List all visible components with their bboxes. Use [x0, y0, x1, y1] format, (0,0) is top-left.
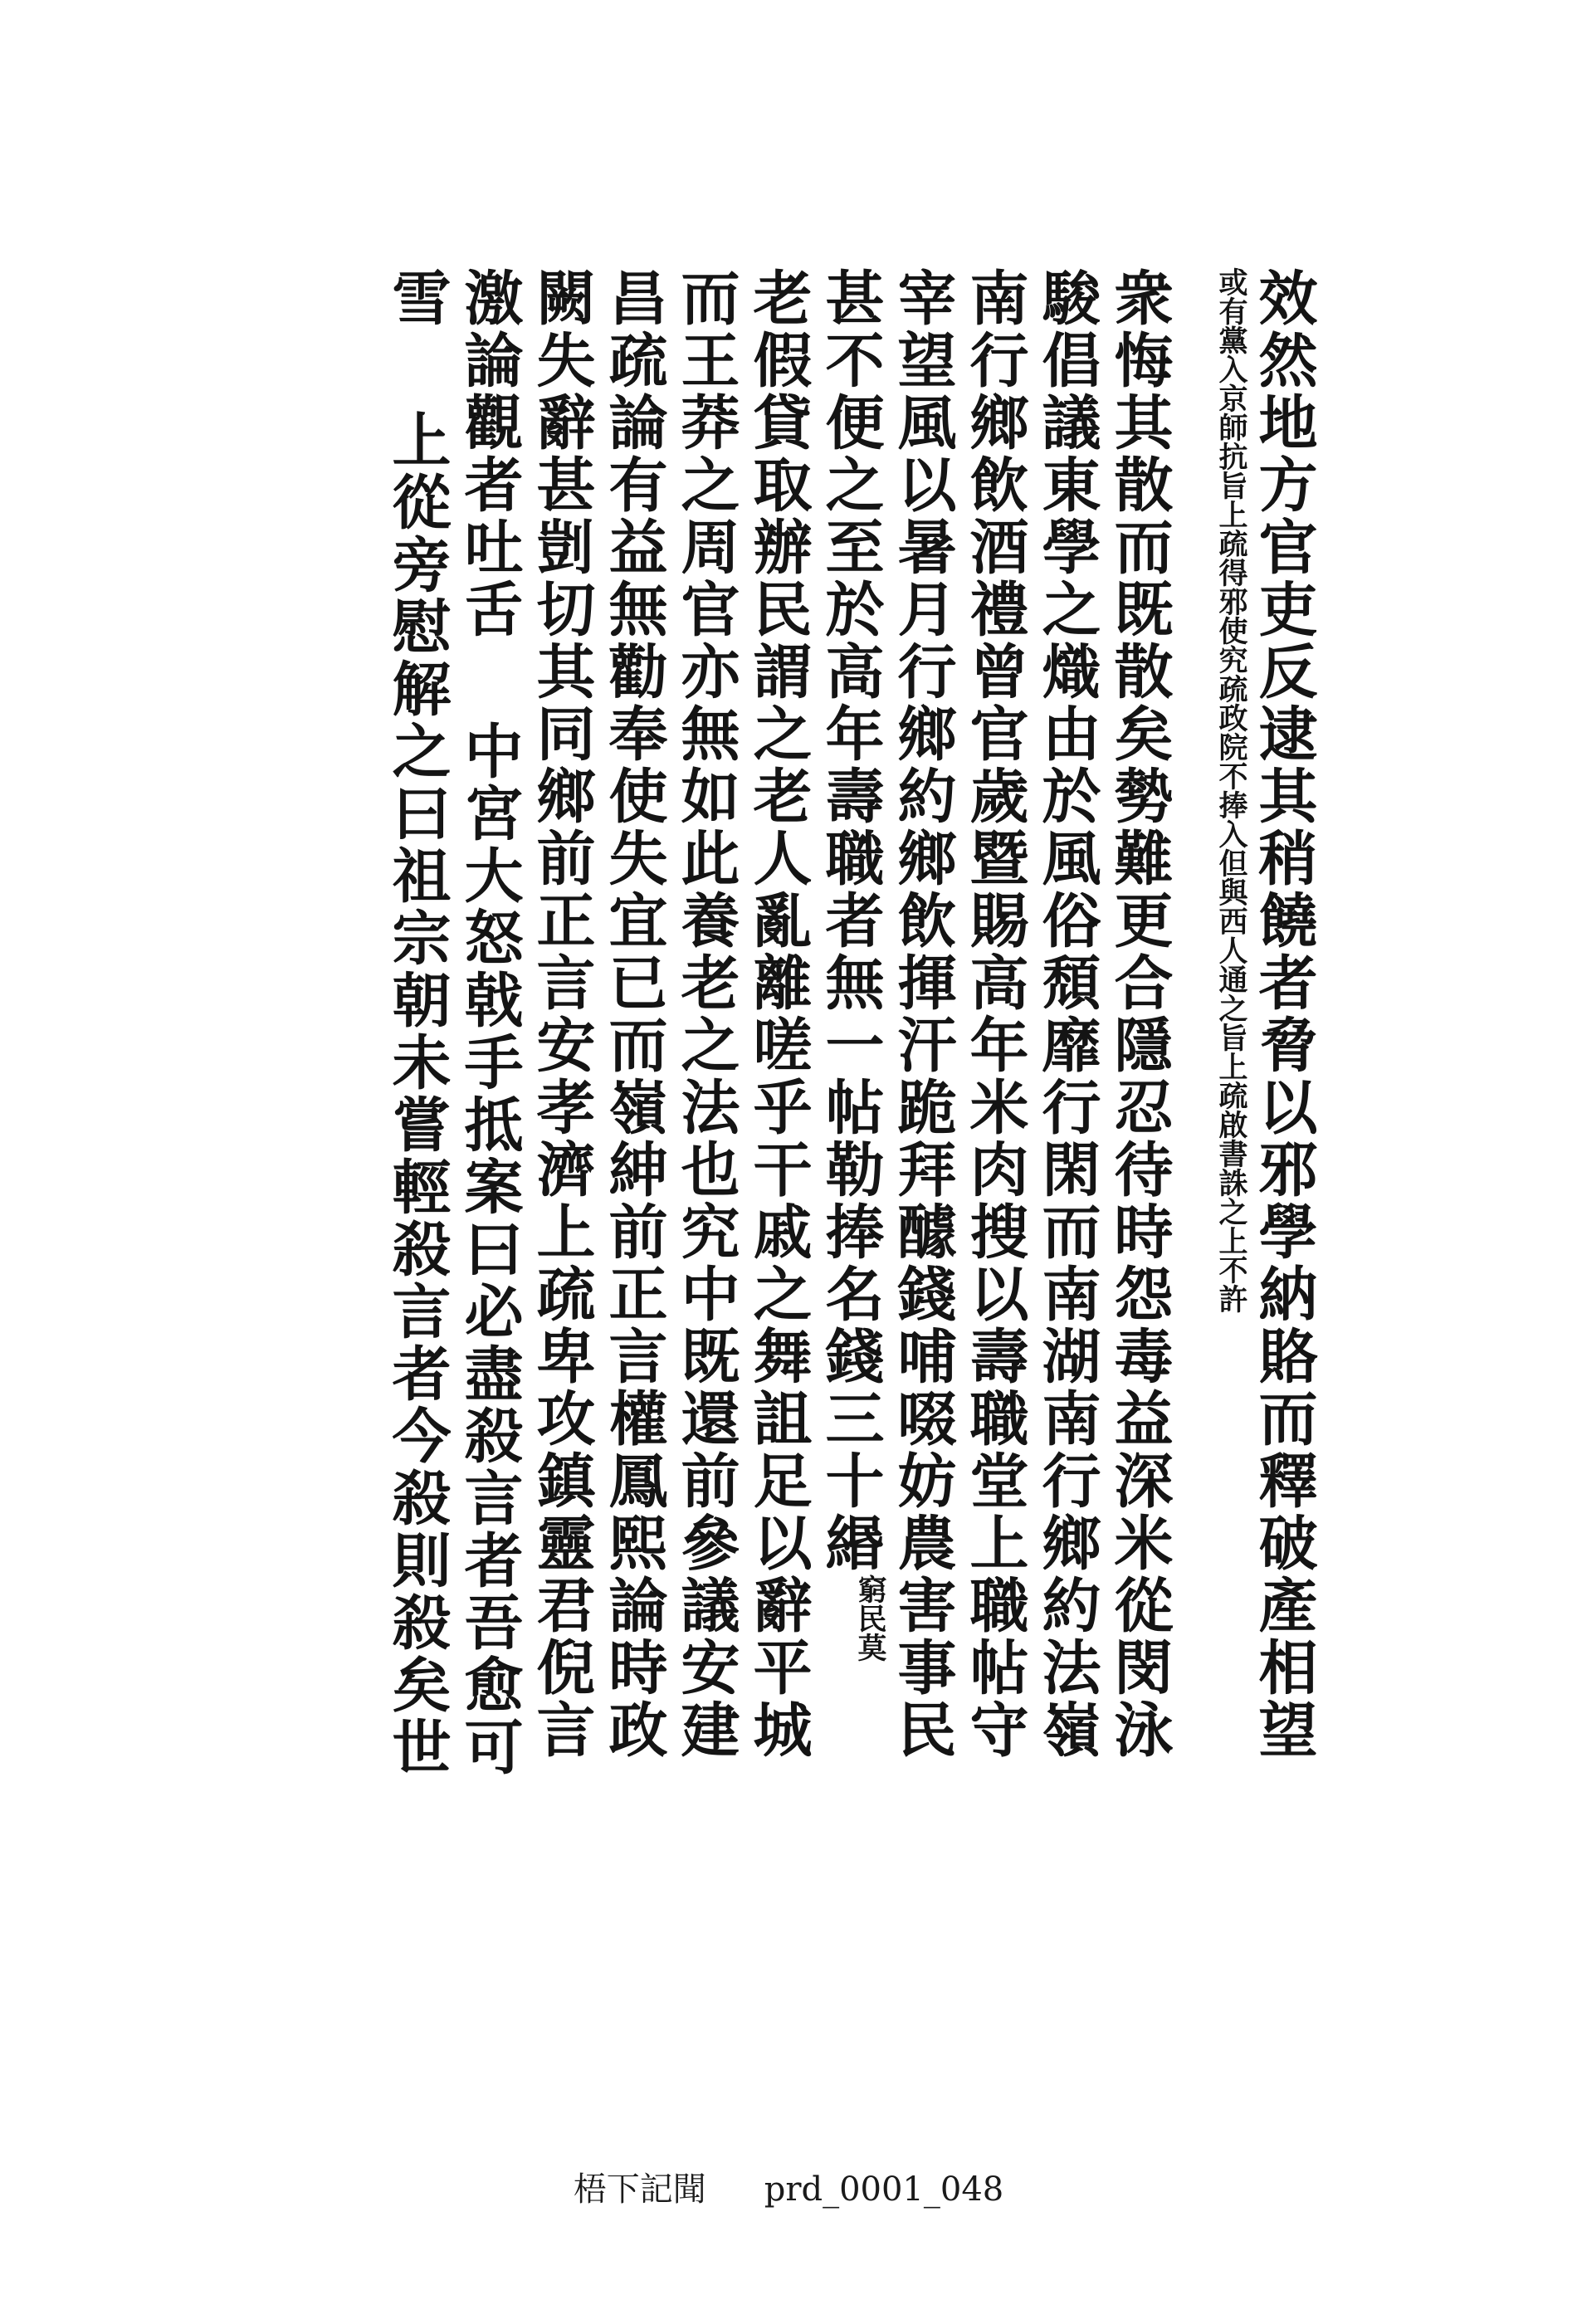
column-text: 而王莽之周官亦無如此養老之法也: [671, 267, 741, 1201]
manuscript-column: [598, 267, 670, 1886]
column-text: 中宮大怒戟手抵案曰必盡殺言者吾愈可: [455, 720, 525, 1779]
footer-page-id: prd_0001_048: [764, 2170, 1004, 2209]
interlinear-note: 窮民莫: [853, 1575, 887, 1662]
manuscript-column: [814, 267, 886, 1886]
column-text: 老假貸取辦民謂之老人亂離嗟乎干戚之舞詛足以辭平城: [744, 267, 813, 1761]
column-text: 甚不便之至於高年壽職者無一帖勒捧名錢三十緡: [816, 267, 886, 1575]
manuscript-text-block: [237, 267, 1320, 1886]
column-text: 上從旁慰解之曰祖宗朝未嘗輕殺言者今殺則殺矣世: [383, 409, 452, 1779]
manuscript-column: [1175, 267, 1247, 1886]
interlinear-note: 或有黨入京師抗旨上疏得邪使究疏政院不捧入但與西人通之旨上疏啟書誅之上不許: [1214, 267, 1248, 1313]
column-text: 衆悔其散而既散矣勢難更合隱忍待時怨毒益深: [1105, 267, 1174, 1512]
manuscript-column: [886, 267, 959, 1886]
manuscript-column: [525, 267, 598, 1886]
manuscript-column: [670, 267, 742, 1886]
manuscript-column: [381, 267, 453, 1886]
manuscript-column: [1247, 267, 1320, 1886]
column-text: 宰望風以暑月行鄉約鄉飲揮汗跪拜醵錢哺啜妨農害事民: [888, 267, 958, 1761]
manuscript-column: [453, 267, 525, 1886]
footer-title: 梧下記聞: [573, 2170, 706, 2209]
manuscript-column: [1031, 267, 1103, 1886]
column-text: 效然地方官吏反逮其稍饒者脅以邪學納賂而釋破產相望: [1249, 267, 1319, 1761]
page-footer: [0, 2163, 1577, 2210]
manuscript-column: [742, 267, 814, 1886]
column-text: 激論觀者吐舌: [455, 267, 525, 641]
manuscript-column: [959, 267, 1031, 1886]
manuscript-column: [1103, 267, 1175, 1886]
column-text: 闕失辭甚剴切其同鄉前正言安孝濟上疏卑攻鎮靈君倪言: [527, 267, 597, 1761]
column-text: 米從閔泳: [1105, 1512, 1174, 1761]
column-text: 南行鄉飲酒禮: [960, 267, 1030, 641]
column-text: 雪: [383, 267, 452, 330]
column-text: 駿倡議東學之熾由於風俗頹靡行閑而南湖南行鄉約法嶺: [1033, 267, 1102, 1761]
column-text: 究中既還前參議安建: [671, 1201, 741, 1761]
column-text: 昌疏論有益無勸奉使失宜已而嶺紳前正言權鳳熙論時政: [599, 267, 669, 1761]
column-text: 曾官歲暨賜高年米肉搜以壽職堂上職帖守: [960, 641, 1030, 1761]
